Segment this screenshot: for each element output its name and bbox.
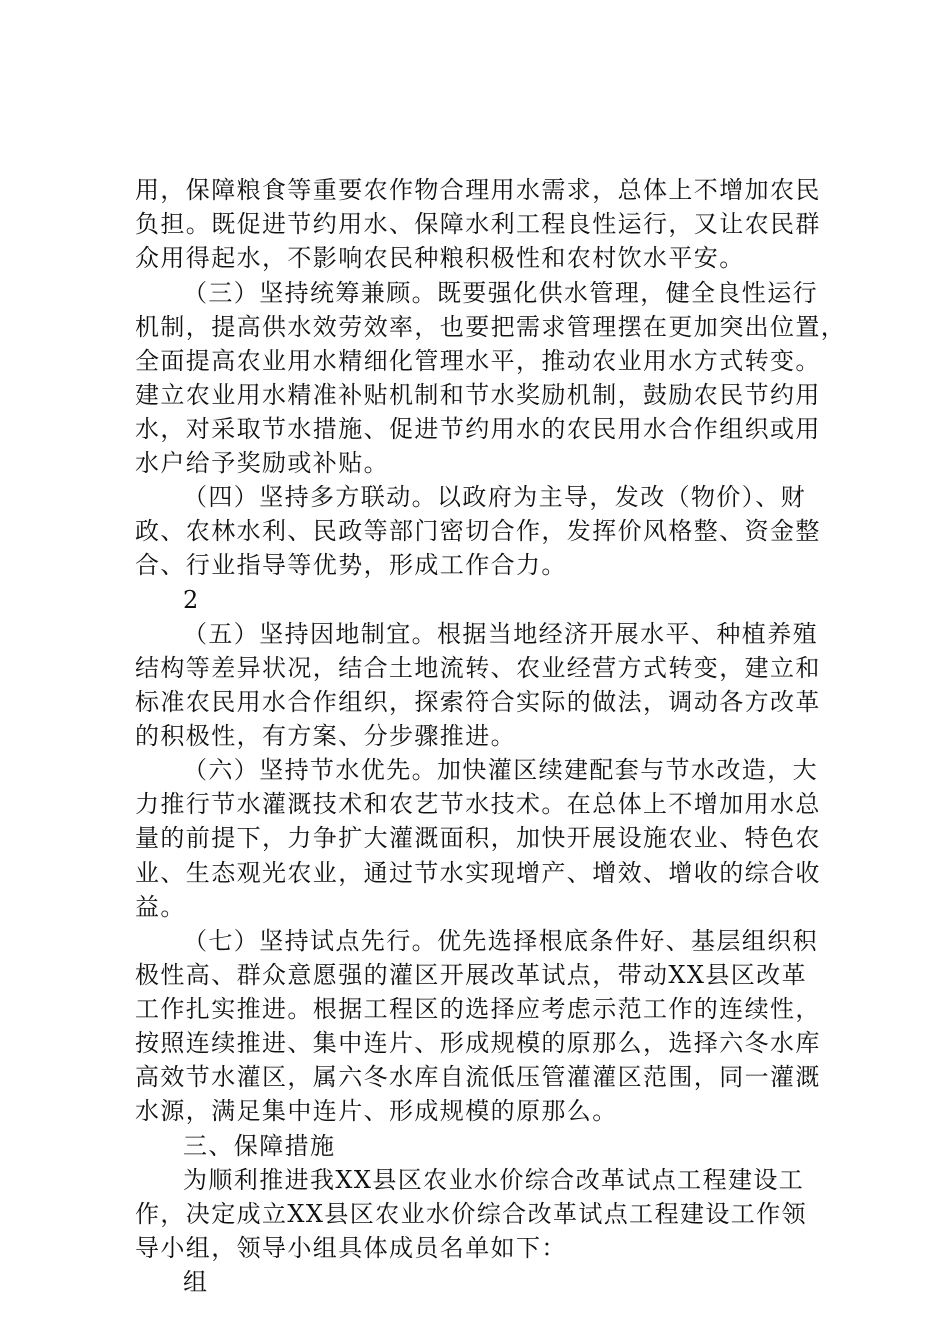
- text-line: 负担。既促进节约用水、保障水利工程良性运行，又让农民群: [135, 210, 821, 238]
- text-line: 水户给予奖励或补贴。: [135, 449, 389, 477]
- text-line: 力推行节水灌溉技术和农艺节水技术。在总体上不增加用水总: [135, 790, 821, 818]
- page-number: 2: [183, 586, 200, 614]
- text-line: （四）坚持多方联动。以政府为主导，发改（物价）、财: [183, 483, 806, 511]
- text-line: 结构等差异状况，结合土地流转、农业经营方式转变，建立和: [135, 654, 821, 682]
- text-line: 政、农林水利、民政等部门密切合作，发挥价风格整、资金整: [135, 517, 821, 545]
- text-line: 标准农民用水合作组织，探索符合实际的做法，调动各方改革: [135, 688, 821, 716]
- text-line: 作，决定成立XX县区农业水价综合改革试点工程建设工作领: [135, 1200, 807, 1228]
- text-line: （五）坚持因地制宜。根据当地经济开展水平、种植养殖: [183, 620, 818, 648]
- text-line: 极性高、群众意愿强的灌区开展改革试点，带动XX县区改革: [135, 961, 807, 989]
- text-line: 为顺利推进我XX县区农业水价综合改革试点工程建设工: [183, 1166, 805, 1194]
- text-line: 量的前提下，力争扩大灌溉面积，加快开展设施农业、特色农: [135, 824, 821, 852]
- text-line: （六）坚持节水优先。加快灌区续建配套与节水改造，大: [183, 756, 818, 784]
- text-line: 建立农业用水精准补贴机制和节水奖励机制，鼓励农民节约用: [135, 381, 821, 409]
- text-line: 水，对采取节水措施、促进节约用水的农民用水合作组织或用: [135, 415, 821, 443]
- text-line: 水源，满足集中连片、形成规模的原那么。: [135, 1097, 618, 1125]
- text-line: 工作扎实推进。根据工程区的选择应考虑示范工作的连续性，: [135, 995, 821, 1023]
- text-line: 合、行业指导等优势，形成工作合力。: [135, 551, 567, 579]
- text-line: 导小组，领导小组具体成员名单如下：: [135, 1234, 567, 1262]
- text-line: 高效节水灌区，属六冬水库自流低压管灌灌区范围，同一灌溉: [135, 1063, 821, 1091]
- text-line: 益。: [135, 893, 186, 921]
- text-line: 众用得起水，不影响农民种粮积极性和农村饮水平安。: [135, 244, 745, 272]
- text-line: 全面提高农业用水精细化管理水平，推动农业用水方式转变。: [135, 347, 821, 375]
- text-line: 的积极性，有方案、分步骤推进。: [135, 722, 516, 750]
- text-line: （三）坚持统筹兼顾。既要强化供水管理，健全良性运行: [183, 279, 818, 307]
- text-line: 组: [183, 1268, 209, 1296]
- text-line: 按照连续推进、集中连片、形成规模的原那么，选择六冬水库: [135, 1029, 821, 1057]
- text-line: 用，保障粮食等重要农作物合理用水需求，总体上不增加农民: [135, 176, 821, 204]
- text-line: 业、生态观光农业，通过节水实现增产、增效、增收的综合收: [135, 859, 821, 887]
- section-heading: 三、保障措施: [183, 1132, 336, 1160]
- text-line: 机制，提高供水效劳效率，也要把需求管理摆在更加突出位置，: [135, 313, 847, 341]
- text-line: （七）坚持试点先行。优先选择根底条件好、基层组织积: [183, 927, 818, 955]
